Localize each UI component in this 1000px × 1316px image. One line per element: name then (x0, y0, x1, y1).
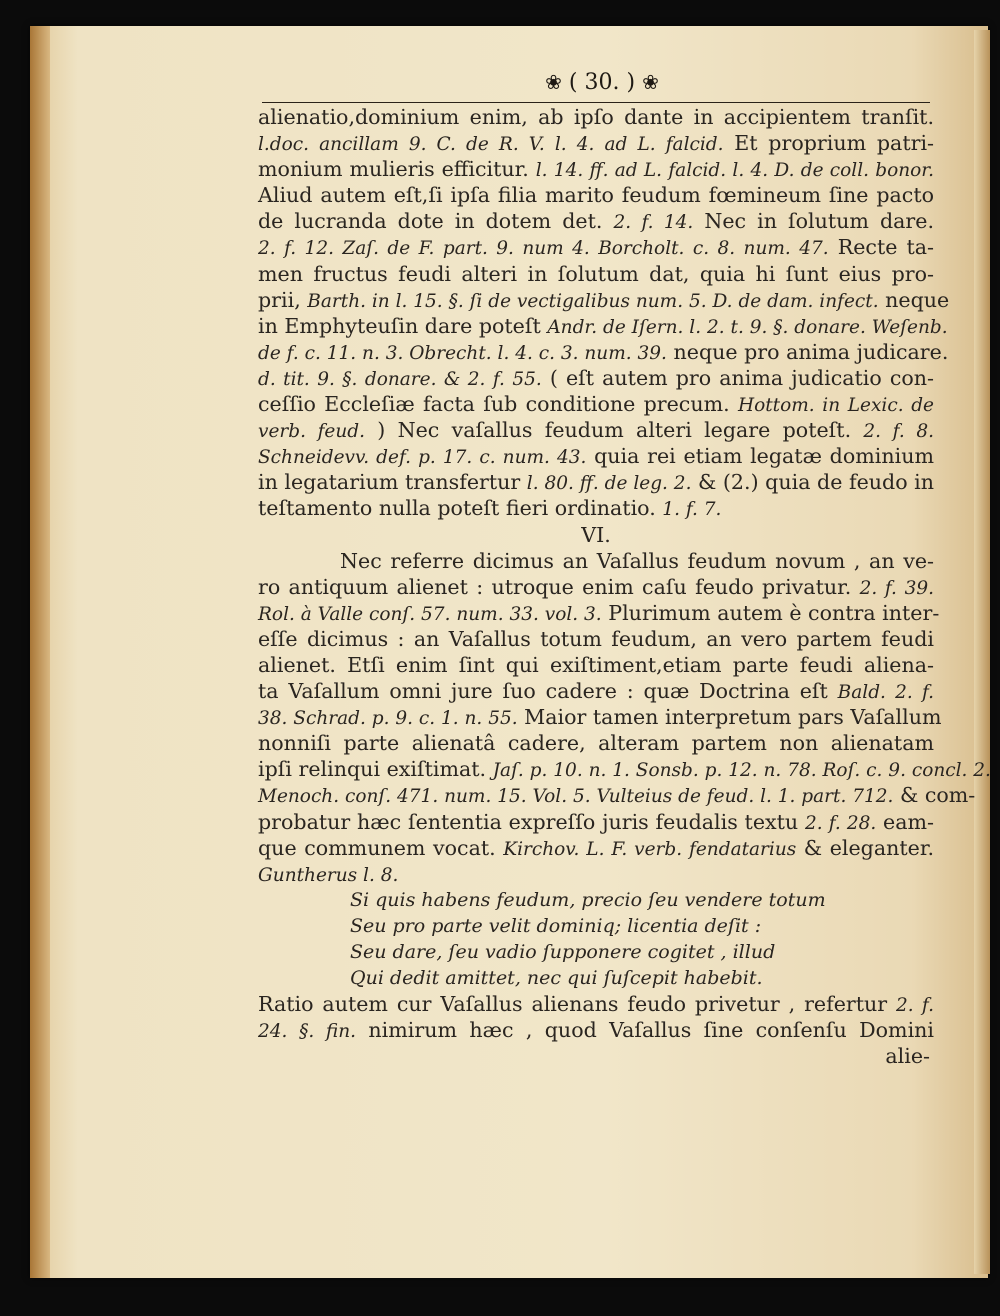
ornament-right-icon: ❀ (642, 70, 659, 94)
page-gutter-shadow (30, 26, 50, 1278)
text-segment: neque pro anima judicare. (666, 339, 949, 364)
page-fore-edge (974, 30, 990, 1274)
text-line (258, 313, 948, 339)
text-segment: alienet. Etſi enim ſint qui exiſtiment,etiam parte feudi aliena- (258, 652, 934, 677)
verse-line: Si quis habens feudum, precio ſeu vendere totum (350, 888, 826, 911)
text-segment: nimirum hæc , quod Vaſallus ſine conſenſu Domini (356, 1018, 935, 1043)
text-line (258, 548, 934, 574)
ornament-left-icon: ❀ (545, 70, 562, 94)
text-segment: ro antiquum alienet : utroque enim caſu feudo privatur. (258, 574, 860, 599)
text-line (258, 339, 949, 365)
text-line (258, 208, 934, 234)
text-segment: ceſſio Eccleſiæ facta ſub conditione precum. (258, 392, 738, 417)
citation-text: 2. f. 8. (863, 421, 934, 443)
citation-text: 2. f. 39. (859, 577, 935, 599)
text-line (258, 626, 934, 652)
text-segment: monium mulieris efficitur. (258, 157, 536, 182)
text-line (258, 287, 950, 313)
text-line (258, 391, 934, 417)
citation-text: verb. feud. (258, 421, 366, 443)
text-segment: ta Vaſallum omni jure ſuo cadere : quæ Doctrina eſt (258, 679, 838, 704)
paragraph-block-1 (258, 104, 950, 522)
text-line (258, 234, 934, 260)
catchword: alie- (885, 1044, 930, 1069)
citation-text: 2. f. 12. Zaſ. de F. part. 9. num 4. Borcholt. c. 8. num. 47. (258, 238, 829, 260)
text-segment: neque (878, 287, 950, 312)
text-line (258, 469, 934, 495)
text-line (258, 104, 934, 130)
citation-text: Guntherus l. 8. (258, 864, 399, 886)
text-line (258, 835, 934, 861)
citation-text: l.doc. ancillam 9. C. de R. V. l. 4. ad L. falcid. (258, 134, 724, 156)
text-line (258, 156, 934, 182)
running-header (262, 70, 930, 103)
section-heading: VI. (581, 522, 611, 547)
text-line (258, 261, 934, 287)
text-line (258, 861, 934, 887)
citation-text: l. 14. ff. ad L. falcid. l. 4. D. de coll. bonor. (535, 160, 934, 182)
text-segment: & (2.) quia de feudo in (691, 470, 934, 495)
citation-text: 2. f. (896, 995, 934, 1017)
citation-text: Menoch. conſ. 471. num. 15. Vol. 5. Vulteius de feud. l. 1. part. 712. (258, 786, 894, 808)
citation-text: Barth. in l. 15. §. ſi de vectigalibus num. 5. D. de dam. infect. (307, 290, 879, 312)
citation-text: Hottom. in Lexic. de (737, 395, 934, 417)
verse-quotation (258, 887, 934, 991)
text-line (258, 991, 934, 1017)
verse-line: Seu pro parte velit dominiq; licentia deſit : (350, 914, 762, 937)
body-text (258, 104, 991, 1069)
page-number-text: ( 30. ) (568, 70, 636, 95)
text-line (258, 678, 934, 704)
citation-text: Rol. à Valle conſ. 57. num. 33. vol. 3. (258, 603, 602, 625)
text-line (258, 809, 934, 835)
text-line (258, 365, 934, 391)
text-line (258, 443, 934, 469)
text-segment: eam- (876, 809, 934, 834)
text-segment: Maior tamen interpretum pars Vaſallum (517, 705, 942, 730)
text-segment: que communem vocat. (258, 835, 504, 860)
text-segment: in Emphyteuſin dare poteſt (258, 313, 548, 338)
text-line (258, 495, 934, 521)
text-segment: men fructus feudi alteri in ſolutum dat, quia hi ſunt eius pro- (258, 261, 934, 286)
text-line (258, 652, 934, 678)
citation-text: 2. f. 28. (804, 812, 877, 834)
text-segment: teſtamento nulla poteſt fieri ordinatio. (258, 496, 663, 521)
citation-text: 38. Schrad. p. 9. c. 1. n. 55. (258, 708, 518, 730)
text-line (258, 782, 976, 808)
text-segment: Nec in ſolutum dare. (693, 209, 934, 234)
citation-text: Kirchov. L. F. verb. fendatarius (503, 838, 797, 860)
text-segment: Plurimum autem è contra inter- (601, 600, 940, 625)
text-line (258, 704, 942, 730)
verse-line: Seu dare, ſeu vadio ſupponere cogitet , illud (350, 941, 776, 963)
text-segment: Recte ta- (828, 235, 934, 260)
text-line (258, 182, 934, 208)
text-segment: & eleganter. (796, 835, 934, 860)
citation-text: de f. c. 11. n. 3. Obrecht. l. 4. c. 3. num. 39. (258, 342, 667, 364)
text-segment: ipſi relinqui exiſtimat. (258, 757, 493, 782)
citation-text: l. 80. ff. de leg. 2. (526, 473, 692, 495)
text-segment: prii, (258, 287, 308, 312)
text-line (258, 600, 940, 626)
text-segment: & com- (893, 783, 976, 808)
citation-text: 2. f. 14. (613, 212, 694, 234)
citation-text: Schneidevv. def. p. 17. c. num. 43. (258, 447, 587, 469)
citation-text: Jaſ. p. 10. n. 1. Sonsb. p. 12. n. 78. Roſ. c. 9. concl. 2. (492, 760, 991, 782)
citation-text: 1. f. 7. (662, 499, 722, 521)
paragraph-block-3 (258, 991, 934, 1043)
text-segment: quia rei etiam legatæ dominium (586, 444, 935, 469)
text-line (258, 756, 991, 782)
text-line (258, 1017, 934, 1043)
text-line (258, 130, 934, 156)
citation-text: d. tit. 9. §. donare. & 2. f. 55. (258, 368, 542, 390)
text-segment: ( eſt autem pro anima judicatio con- (541, 365, 935, 390)
text-segment: ) Nec vaſallus feudum alteri legare poteſt. (365, 418, 864, 443)
text-segment: nonniſi parte alienatâ cadere, alteram partem non alienatam (258, 731, 934, 756)
text-line (258, 574, 934, 600)
page-number (542, 70, 662, 95)
text-segment: alienatio,dominium enim, ab ipſo dante in accipientem tranſit. (258, 105, 934, 129)
text-segment: Ratio autem cur Vaſallus alienans feudo privetur , refertur (258, 992, 897, 1017)
citation-text: Andr. de Iſern. l. 2. t. 9. §. donare. Weſenb. (547, 316, 948, 338)
text-segment: in legatarium transfertur (258, 470, 527, 495)
verse-line: Qui dedit amittet, nec qui ſuſcepit habebit. (350, 967, 763, 990)
text-segment: probatur hæc ſententia expreſſo juris feudalis textu (258, 809, 805, 834)
text-line (258, 730, 934, 756)
text-segment: Nec referre dicimus an Vaſallus feudum novum , an ve- (340, 548, 934, 573)
text-segment: Et proprium patri- (723, 131, 934, 156)
text-segment: de lucranda dote in dotem det. (258, 209, 614, 234)
citation-text: Bald. 2. f. (837, 682, 935, 704)
citation-text: 24. §. fin. (258, 1021, 357, 1043)
text-segment: eſſe dicimus : an Vaſallus totum feudum, an vero partem feudi (258, 626, 934, 651)
paragraph-block-2 (258, 548, 991, 887)
text-line (258, 417, 934, 443)
text-segment: Aliud autem eſt,ſi ipſa filia marito feudum fœmineum ſine pacto (258, 183, 934, 208)
